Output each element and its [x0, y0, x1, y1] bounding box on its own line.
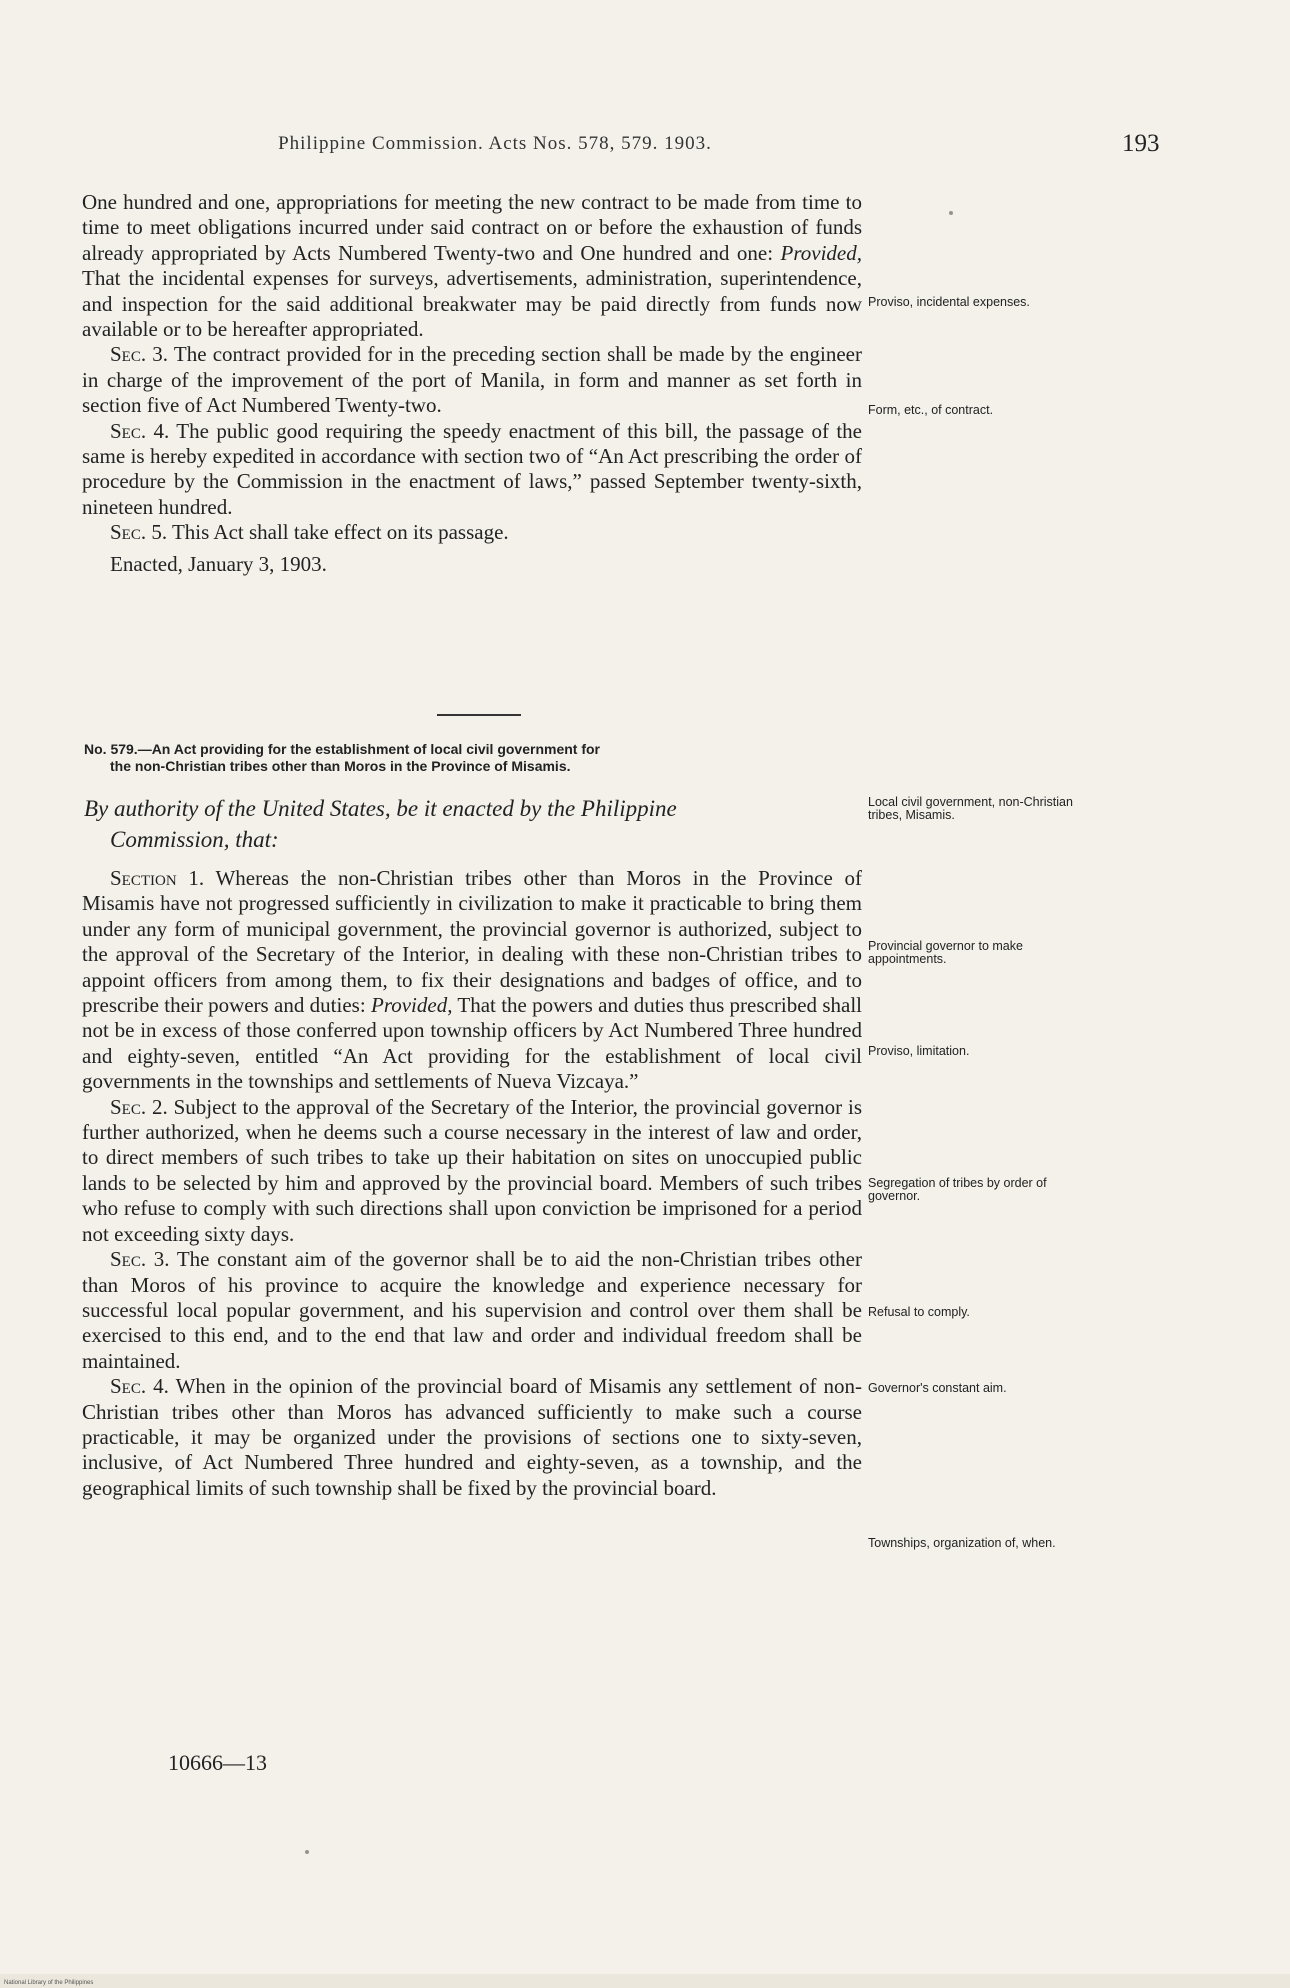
- proviso-word: Provided,: [780, 240, 862, 265]
- section-4: [82, 419, 862, 521]
- section-label: Sec. 4.: [110, 418, 170, 443]
- signature-mark: 10666—13: [168, 1750, 267, 1775]
- section-divider: [437, 714, 521, 716]
- section-text: That the powers and duties thus prescribed shall not be in excess of those conferred upon township officers by Act Numbered Three hundred and eighty-seven, entitled “An Act providing for the establishment of local civil governments in the townships and settlements of Nueva Vizcaya.”: [82, 993, 862, 1094]
- section-label: Sec. 2.: [110, 1094, 168, 1119]
- section-3: [82, 1247, 862, 1374]
- scan-speck: [949, 211, 953, 215]
- act579-body: [82, 866, 862, 1501]
- footer-strip: [0, 1974, 1290, 1988]
- running-head: Philippine Commission. Acts Nos. 578, 579. 1903.: [278, 133, 712, 154]
- scan-speck: [305, 1850, 309, 1854]
- section-text: Subject to the approval of the Secretary of the Interior, the provincial governor is further authorized, when he deems such a course necessary in the interest of law and order, to direct members of such tribes to take up their habitation on sites on unoccupied public lands to be selected by him and approved by the provincial board. Members of such tribes who refuse to comply with such directions shall upon conviction be imprisoned for a period not exceeding sixty days.: [82, 1094, 862, 1246]
- section-4: [82, 1374, 862, 1501]
- paragraph: [82, 190, 862, 342]
- proviso-word: Provided,: [371, 993, 453, 1018]
- section-label: Section 1.: [110, 866, 205, 890]
- margin-note: Townships, organization of, when.: [868, 1536, 1056, 1550]
- margin-note: Form, etc., of contract.: [868, 403, 994, 417]
- section-label: Sec. 4.: [110, 1374, 169, 1399]
- section-text: When in the opinion of the provincial board of Misamis any settlement of non-Christian tribes other than Moros has advanced sufficiently to make such a course practicable, it may be organized under the provisions of sections one to sixty-seven, inclusive, of Act Numbered Three hundred and eighty-seven, as a township, and the geographical limits of such township shall be fixed by the provincial board.: [82, 1374, 862, 1500]
- enacting-clause: [84, 793, 864, 855]
- margin-note: Proviso, incidental expenses.: [868, 295, 1030, 309]
- margin-note: Governor's constant aim.: [868, 1381, 1007, 1395]
- paragraph-text: That the incidental expenses for surveys, advertisements, administration, superintendence, and inspection for the said additional breakwater may be paid directly from funds now available or to be hereafter appropriated.: [82, 266, 862, 342]
- section-3: [82, 342, 862, 418]
- section-text: This Act shall take effect on its passage.: [171, 520, 509, 545]
- paragraph-text: One hundred and one, appropriations for meeting the new contract to be made from time to time to meet obligations incurred under said contract on or before the exhaustion of funds already appropriated by Acts Numbered Twenty-two and One hundred and one:: [82, 190, 862, 265]
- act578-continuation: [82, 190, 862, 577]
- margin-note: Provincial governor to make appointments.: [868, 939, 1023, 966]
- margin-note: Local civil government, non-Christian tribes, Misamis.: [868, 795, 1073, 822]
- section-5: [82, 520, 862, 545]
- section-label: Sec. 5.: [110, 520, 168, 545]
- section-text: The public good requiring the speedy enactment of this bill, the passage of the same is hereby expedited in accordance with section two of “An Act prescribing the order of procedure by the Commission in the enactment of laws,” passed September twenty-sixth, nineteen hundred.: [82, 418, 862, 519]
- act-heading-line: the non-Christian tribes other than Moros in the Province of Misamis.: [110, 758, 571, 774]
- section-2: [82, 1095, 862, 1247]
- section-text: Whereas the non-Christian tribes other than Moros in the Province of Misamis have not progressed sufficiently in civilization to make it practicable to bring them under any form of municipal government, the provincial governor is authorized, subject to the approval of the Secretary of the Interior, in dealing with these non-Christian tribes to appoint officers from among them, to fix their designations and badges of office, and to prescribe their powers and duties:: [82, 866, 862, 1018]
- act-heading-line: No. 579.—An Act providing for the establishment of local civil government for: [84, 741, 601, 757]
- section-text: The constant aim of the governor shall be to aid the non-Christian tribes other than Moros of his province to acquire the knowledge and experience necessary for successful local popular government, and his supervision and control over them shall be exercised to this end, and to the end that law and order and individual freedom shall be maintained.: [82, 1247, 862, 1373]
- enacting-line: Commission, that:: [110, 827, 279, 852]
- page-number: 193: [1122, 130, 1160, 157]
- margin-note: Proviso, limitation.: [868, 1044, 970, 1058]
- enacting-line: By authority of the United States, be it enacted by the Philippine: [84, 796, 677, 821]
- margin-note: Refusal to comply.: [868, 1305, 970, 1319]
- section-1: [82, 866, 862, 1095]
- section-label: Sec. 3.: [110, 342, 169, 367]
- footer-text: National Library of the Philippines: [4, 1980, 94, 1986]
- enacted-date: Enacted, January 3, 1903.: [110, 551, 327, 576]
- section-label: Sec. 3.: [110, 1247, 170, 1272]
- act-heading: [84, 741, 864, 775]
- section-text: The contract provided for in the preceding section shall be made by the engineer in charge of the improvement of the port of Manila, in form and manner as set forth in section five of Act Numbered Twenty-two.: [82, 342, 862, 418]
- margin-note: Segregation of tribes by order of governor.: [868, 1176, 1047, 1203]
